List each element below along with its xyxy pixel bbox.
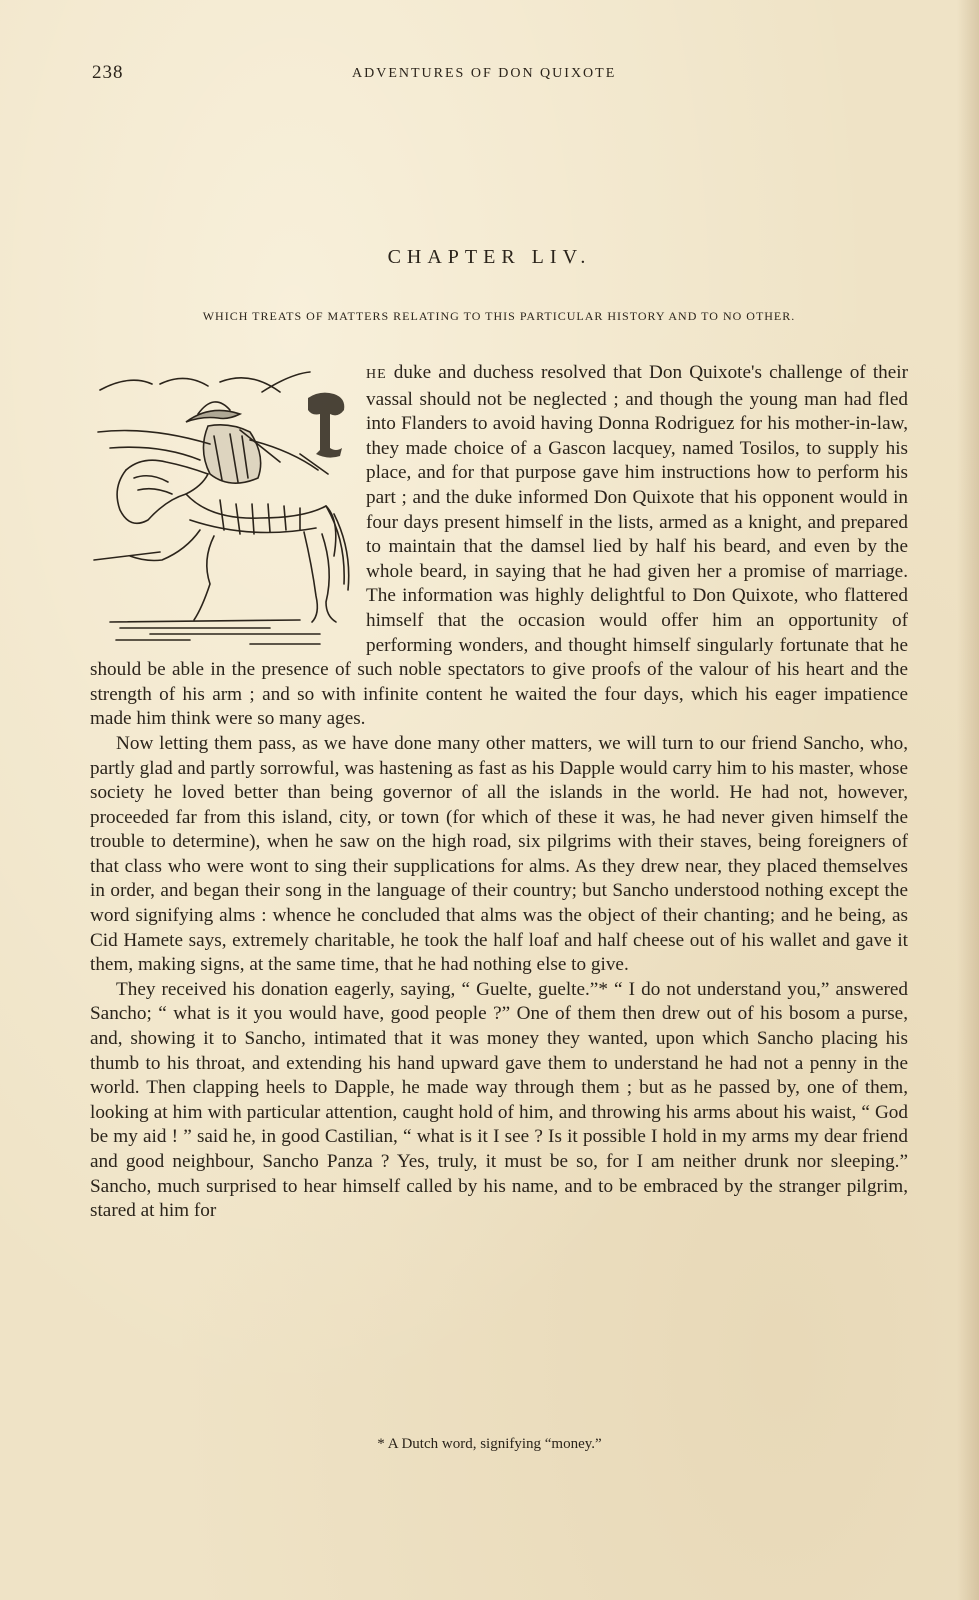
paragraph-3: They received his donation eagerly, saying, “ Guelte, guelte.”* “ I do not understand you,” answered Sancho; “ what is it you would have, good people ?” One of them then drew out of his bosom a purse, and, showing it to Sancho, intimated that it was money they wanted, upon which Sancho placing his thumb to his throat, and extending his hand upward gave them to understand he had not a penny in the world. Then clapping heels to Dapple, he made way through them ; but as he passed by, one of them, looking at him with particular attention, caught hold of him, and throwing his arms about his waist, “ God be my aid ! ” said he, in good Castilian, “ what is it I see ? Is it possible I hold in my arms my dear friend and good neighbour, Sancho Panza ? Yes, truly, it must be so, for I am neither drunk nor sleeping.” Sancho, much surprised to hear himself called by his name, and to be embraced by the stranger pilgrim, stared at him for [90, 978, 908, 1222]
chapter-title: CHAPTER LIV. [387, 246, 592, 268]
drop-cap-small-caps: HE [366, 367, 387, 382]
footnote: * A Dutch word, signifying “money.” [377, 1436, 602, 1452]
page-edge-shadow [957, 0, 979, 1600]
paragraph-1 [90, 361, 908, 732]
page-number: 238 [92, 62, 124, 83]
paragraph-1-text: duke and duchess resolved that Don Quixote's challenge of their vassal should not be neglected ; and though the young man had fled into Flanders to avoid having Donna Rodriguez for his mother-in-law, they made choice of a Gascon lacquey, named Tosilos, to supply his place, and for that purpose gave him instructions how to perform his part ; and the duke informed Don Quixote that his opponent would in four days present himself in the lists, armed as a knight, and prepared to maintain that the damsel lied by half his beard, and even by the whole beard, in saying that he had given her a promise of marriage. The information was highly delightful to Don Quixote, who flattered himself that the occasion would offer him an opportunity of performing wonders, and thought himself singularly fortunate that he should be able in the presence of such noble spectators to give proofs of the valour of his heart and the strength of his arm ; and so with infinite content he waited the four days, which his eager impatience made him think were so many ages. [90, 362, 908, 730]
paragraph-2: Now letting them pass, as we have done many other matters, we will turn to our friend Sancho, who, partly glad and partly sorrowful, was hastening as fast as his Dapple would carry him to his master, whose society he loved better than being governor of all the islands in the world. He had not, however, proceeded far from this island, city, or town (for which of these it was, he had never given himself the trouble to determine), when he saw on the high road, six pilgrims with their staves, being foreigners of that class who were wont to sing their supplications for alms. As they drew near, they placed themselves in order, and began their song in the language of their country; but Sancho understood nothing except the word signifying alms : whence he concluded that alms was the object of their chanting; and he being, as Cid Hamete says, extremely charitable, he took the half loaf and half cheese out of his wallet and gave it them, making signs, at the same time, that he had nothing else to give. [90, 732, 908, 976]
running-head: ADVENTURES OF DON QUIXOTE [352, 66, 617, 81]
body-text [90, 361, 908, 1224]
chapter-subtitle: WHICH TREATS OF MATTERS RELATING TO THIS PARTICULAR HISTORY AND TO NO OTHER. [202, 309, 796, 323]
illustration-float-space [90, 361, 366, 656]
